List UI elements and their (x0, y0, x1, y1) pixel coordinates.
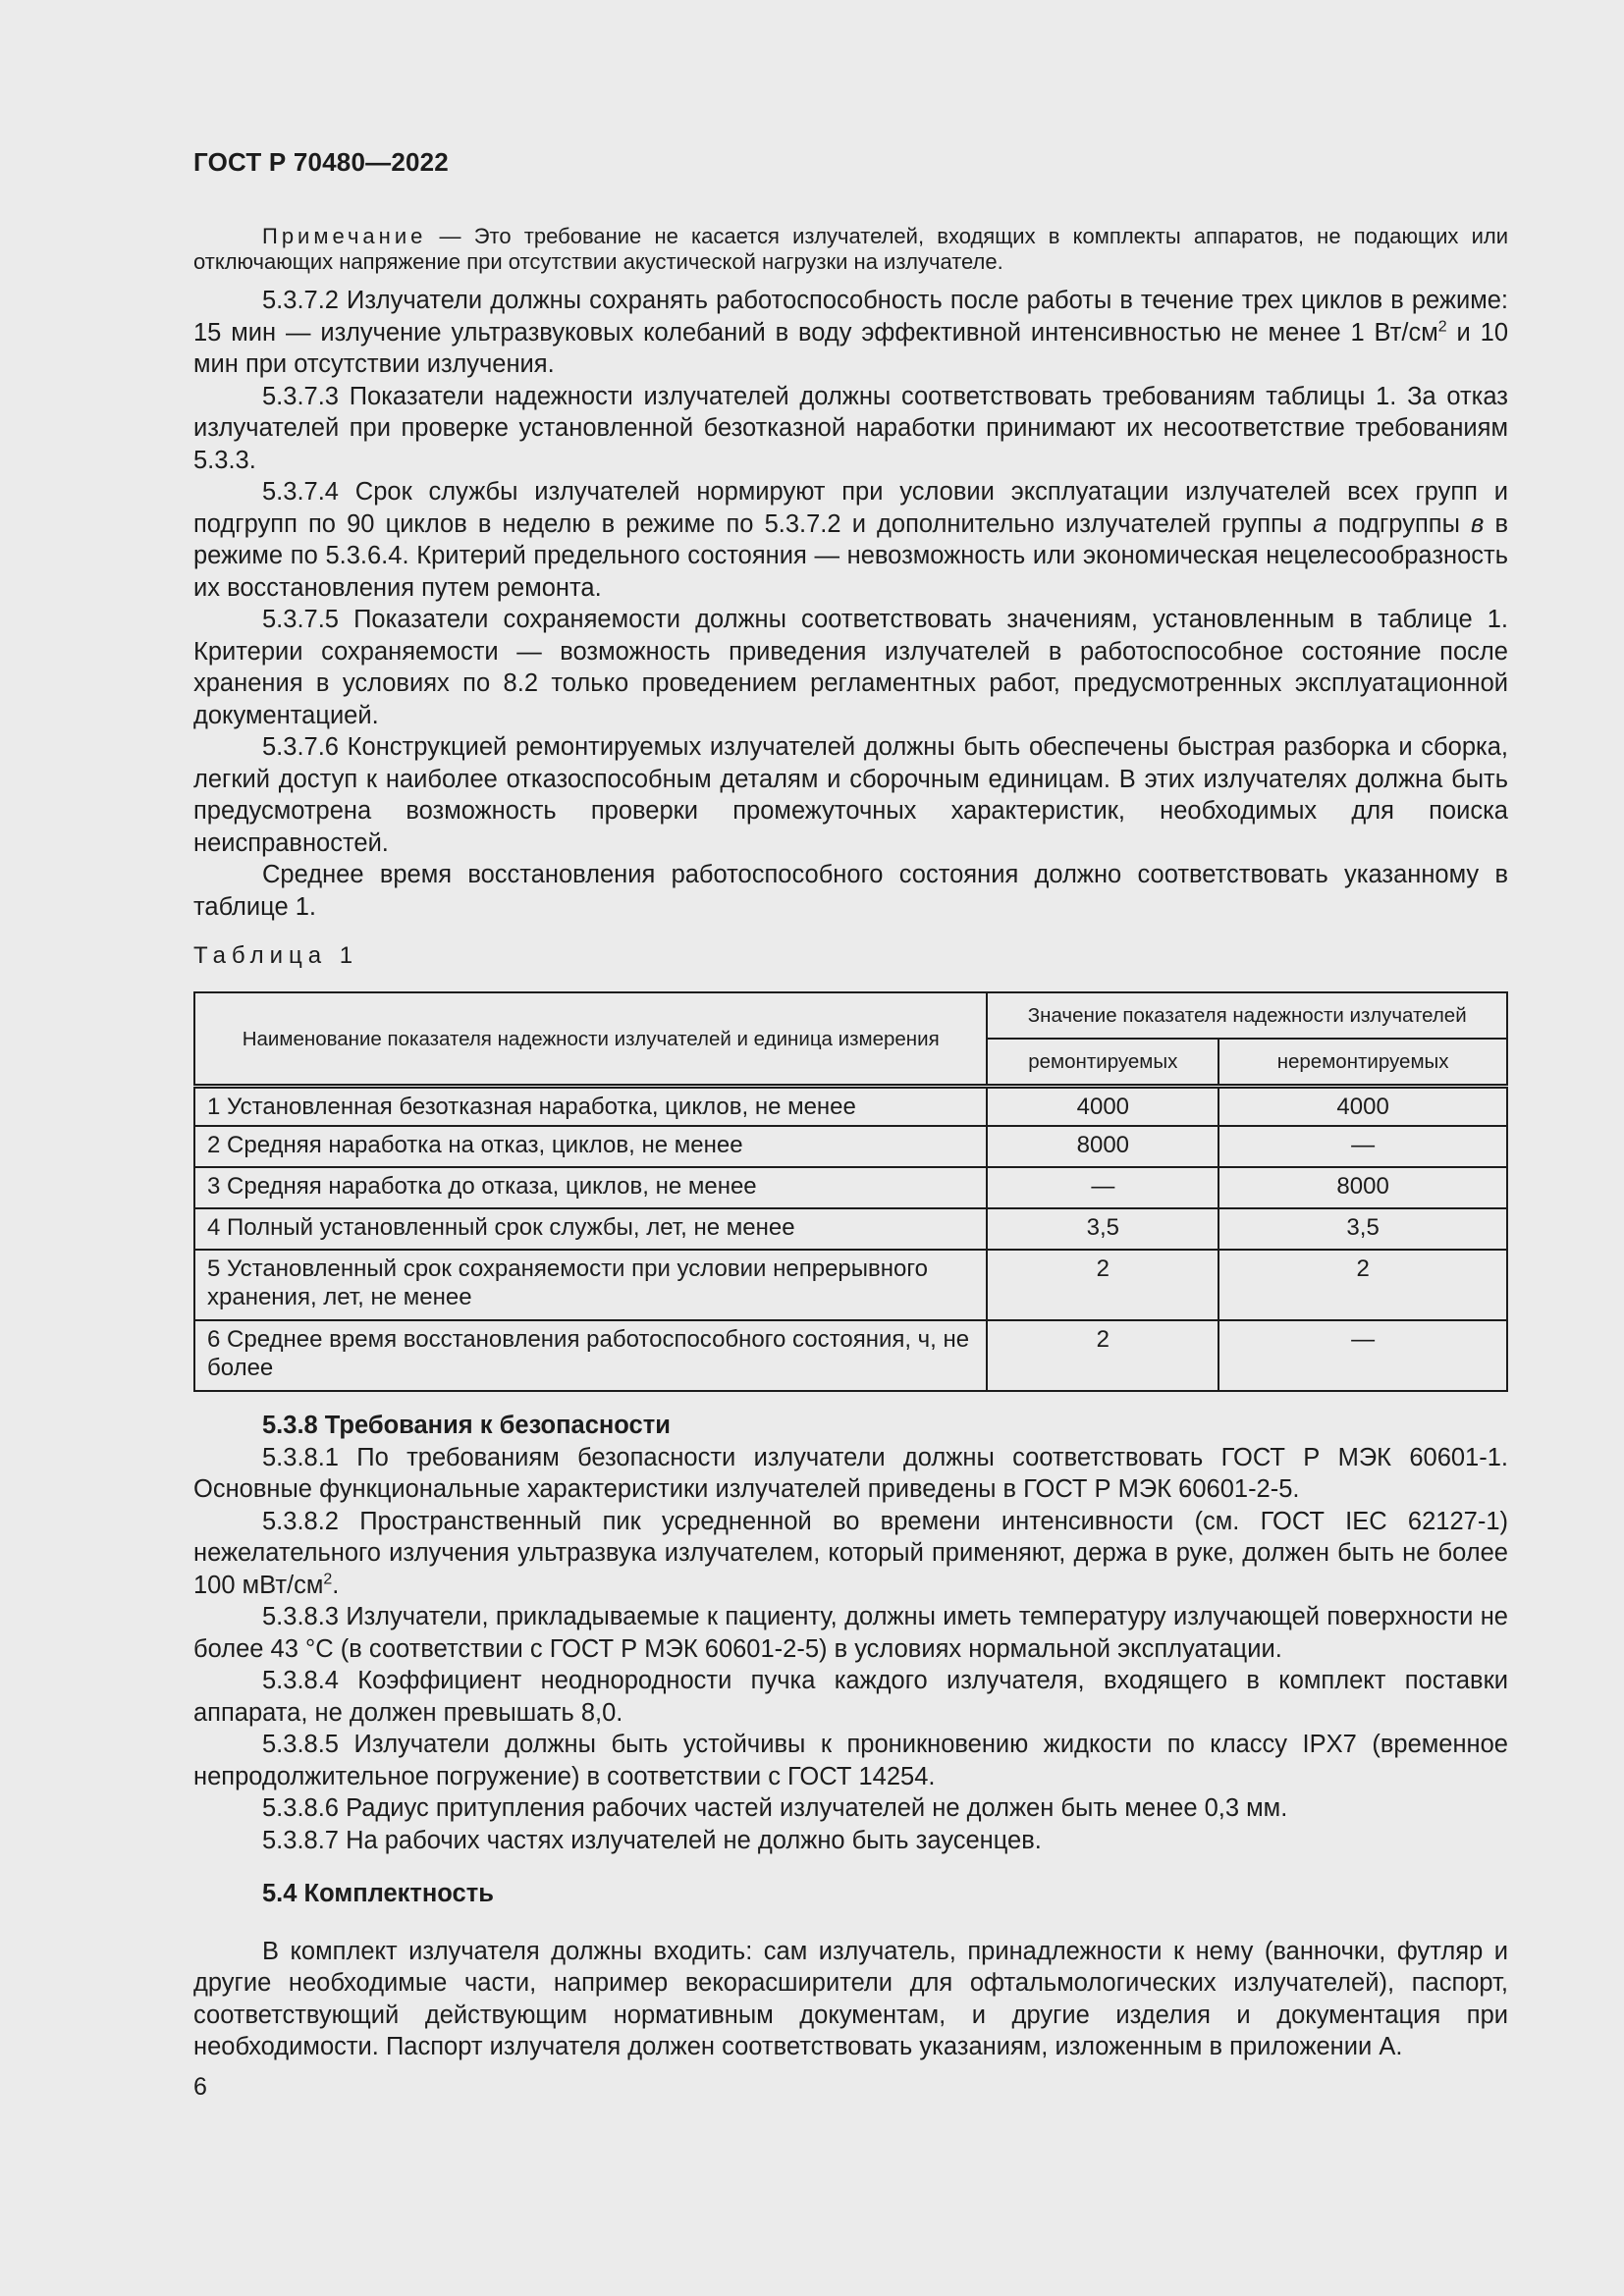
paragraph-5-3-7-5: 5.3.7.5 Показатели сохраняемости должны соответствовать значениям, установленным в таблице 1. Критерии сохраняемости — возможность приведения излучателей в работоспособное состояние после хранения в условиях по 8.2 только проведением регламентных работ, предусмотренных эксплуатационной документацией. (193, 606, 1508, 729)
row-name: 1 Установленная безотказная наработка, циклов, не менее (194, 1087, 987, 1127)
paragraph-5-3-7-6: 5.3.7.6 Конструкцией ремонтируемых излучателей должны быть обеспечены быстрая разборка и сборка, легкий доступ к наиболее отказоспособным деталям и сборочным единицам. В этих излучателях должна быть предусмотрена возможность проверки промежуточных характеристик, необходимых для поиска неисправностей. (193, 733, 1508, 857)
row-repairable-value: 2 (987, 1250, 1218, 1320)
reliability-table (193, 991, 1508, 1392)
table-row (194, 1250, 1507, 1320)
paragraph-text: 5.3.7.4 Срок службы излучателей нормируют при условии эксплуатации излучателей всех групп и подгрупп по 90 циклов в неделю в режиме по 5.3.7.2 и дополнительно излучателей группы (193, 478, 1508, 538)
row-non-repairable-value: 4000 (1218, 1087, 1507, 1127)
paragraph-5-3-8-4: 5.3.8.4 Коэффициент неоднородности пучка каждого излучателя, входящего в комплект поставки аппарата, не должен превышать 8,0. (193, 1667, 1508, 1727)
paragraph-text: в режиме по 5.3.6.4. Критерий предельного состояния — невозможность или экономическая нецелесообразность их восстановления путем ремонта. (193, 509, 1509, 602)
italic-letter: а (1313, 509, 1327, 538)
superscript: 2 (1437, 318, 1447, 335)
table-row (194, 1126, 1507, 1167)
row-non-repairable-value: — (1218, 1320, 1507, 1391)
header-repairable: ремонтируемых (987, 1039, 1218, 1087)
page-number: 6 (193, 2073, 207, 2101)
row-non-repairable-value: 3,5 (1218, 1208, 1507, 1250)
safety-section (193, 1410, 1508, 1856)
header-non-repairable: неремонтируемых (1218, 1039, 1507, 1087)
italic-letter: в (1471, 509, 1485, 538)
row-repairable-value: 4000 (987, 1087, 1218, 1127)
paragraph-5-3-8-7: 5.3.8.7 На рабочих частях излучателей не должно быть заусенцев. (262, 1826, 1042, 1854)
document-code: ГОСТ Р 70480—2022 (193, 147, 449, 177)
table-caption: Таблица 1 (193, 942, 359, 969)
section-title-safety: 5.3.8 Требования к безопасности (262, 1412, 671, 1439)
superscript: 2 (323, 1571, 333, 1587)
paragraph-text: и 10 мин при отсутствии излучения. (193, 318, 1509, 378)
paragraph-5-3-7-2 (193, 285, 1508, 381)
table-row (194, 1087, 1507, 1127)
paragraph-5-3-8-5: 5.3.8.5 Излучатели должны быть устойчивы к проникновению жидкости по классу IPX7 (временное непродолжительное погружение) в соответствии с ГОСТ 14254. (193, 1731, 1508, 1790)
header-indicator-value: Значение показателя надежности излучателей (987, 992, 1507, 1039)
note (193, 224, 1508, 275)
note-label: Примечание (262, 224, 427, 248)
row-non-repairable-value: — (1218, 1126, 1507, 1167)
header-indicator-name: Наименование показателя надежности излучателей и единица измерения (194, 992, 987, 1087)
row-repairable-value: 8000 (987, 1126, 1218, 1167)
paragraph-5-3-7-3: 5.3.7.3 Показатели надежности излучателей должны соответствовать требованиям таблицы 1. За отказ излучателей при проверке установленной безотказной наработки принимают их несоответствие требованиям 5.3.3. (193, 382, 1508, 474)
section-title-completeness: 5.4 Комплектность (262, 1880, 494, 1907)
row-non-repairable-value: 8000 (1218, 1167, 1507, 1208)
paragraph-completeness: В комплект излучателя должны входить: сам излучатель, принадлежности к нему (ванночки, футляр и другие необходимые части, например векорасширители для офтальмологических излучателей), паспорт, соответствующий действующим нормативным документам, и другие изделия и документация при необходимости. Паспорт излучателя должен соответствовать указаниям, изложенным в приложении А. (193, 1937, 1508, 2060)
table-row (194, 1208, 1507, 1250)
row-name: 5 Установленный срок сохраняемости при условии непрерывного хранения, лет, не менее (194, 1250, 987, 1320)
row-repairable-value: 3,5 (987, 1208, 1218, 1250)
row-name: 3 Средняя наработка до отказа, циклов, не менее (194, 1167, 987, 1208)
paragraph-text: 5.3.7.2 Излучатели должны сохранять работоспособность после работы в течение трех циклов в режиме: 15 мин — излучение ультразвуковых колебаний в воду эффективной интенсивностью не менее 1 Вт/см (193, 287, 1508, 347)
row-repairable-value: — (987, 1167, 1218, 1208)
paragraph-5-3-8-3: 5.3.8.3 Излучатели, прикладываемые к пациенту, должны иметь температуру излучающей поверхности не более 43 °С (в соответствии с ГОСТ Р МЭК 60601-2-5) в условиях нормальной эксплуатации. (193, 1603, 1508, 1663)
paragraph-text: . (332, 1571, 340, 1599)
paragraph-text: 5.3.8.2 Пространственный пик усредненной во времени интенсивности (см. ГОСТ IEC 62127-1) нежелательного излучения ультразвука излучателем, который применяют, держа в руке, должен быть не более 100 мВт/см (193, 1507, 1508, 1599)
row-repairable-value: 2 (987, 1320, 1218, 1391)
table-header-row (194, 992, 1507, 1039)
row-name: 2 Средняя наработка на отказ, циклов, не менее (194, 1126, 987, 1167)
paragraph-5-3-7-4 (193, 476, 1508, 604)
paragraph-5-3-8-2 (193, 1506, 1508, 1602)
table-row (194, 1167, 1507, 1208)
paragraph-mean-restoration: Среднее время восстановления работоспособного состояния должно соответствовать указанному в таблице 1. (193, 861, 1508, 921)
document-body (193, 224, 1508, 2063)
paragraph-5-3-8-6: 5.3.8.6 Радиус притупления рабочих частей излучателей не должен быть менее 0,3 мм. (262, 1794, 1288, 1822)
note-text: — Это требование не касается излучателей, входящих в комплекты аппаратов, не подающих или отключающих напряжение при отсутствии акустической нагрузки на излучателе. (193, 224, 1508, 274)
row-name: 6 Среднее время восстановления работоспособного состояния, ч, не более (194, 1320, 987, 1391)
table-row (194, 1320, 1507, 1391)
row-name: 4 Полный установленный срок службы, лет, не менее (194, 1208, 987, 1250)
paragraph-text: подгруппы (1326, 509, 1472, 538)
row-non-repairable-value: 2 (1218, 1250, 1507, 1320)
paragraph-5-3-8-1: 5.3.8.1 По требованиям безопасности излучатели должны соответствовать ГОСТ Р МЭК 60601-1. Основные функциональные характеристики излучателей приведены в ГОСТ Р МЭК 60601-2-5. (193, 1443, 1508, 1503)
